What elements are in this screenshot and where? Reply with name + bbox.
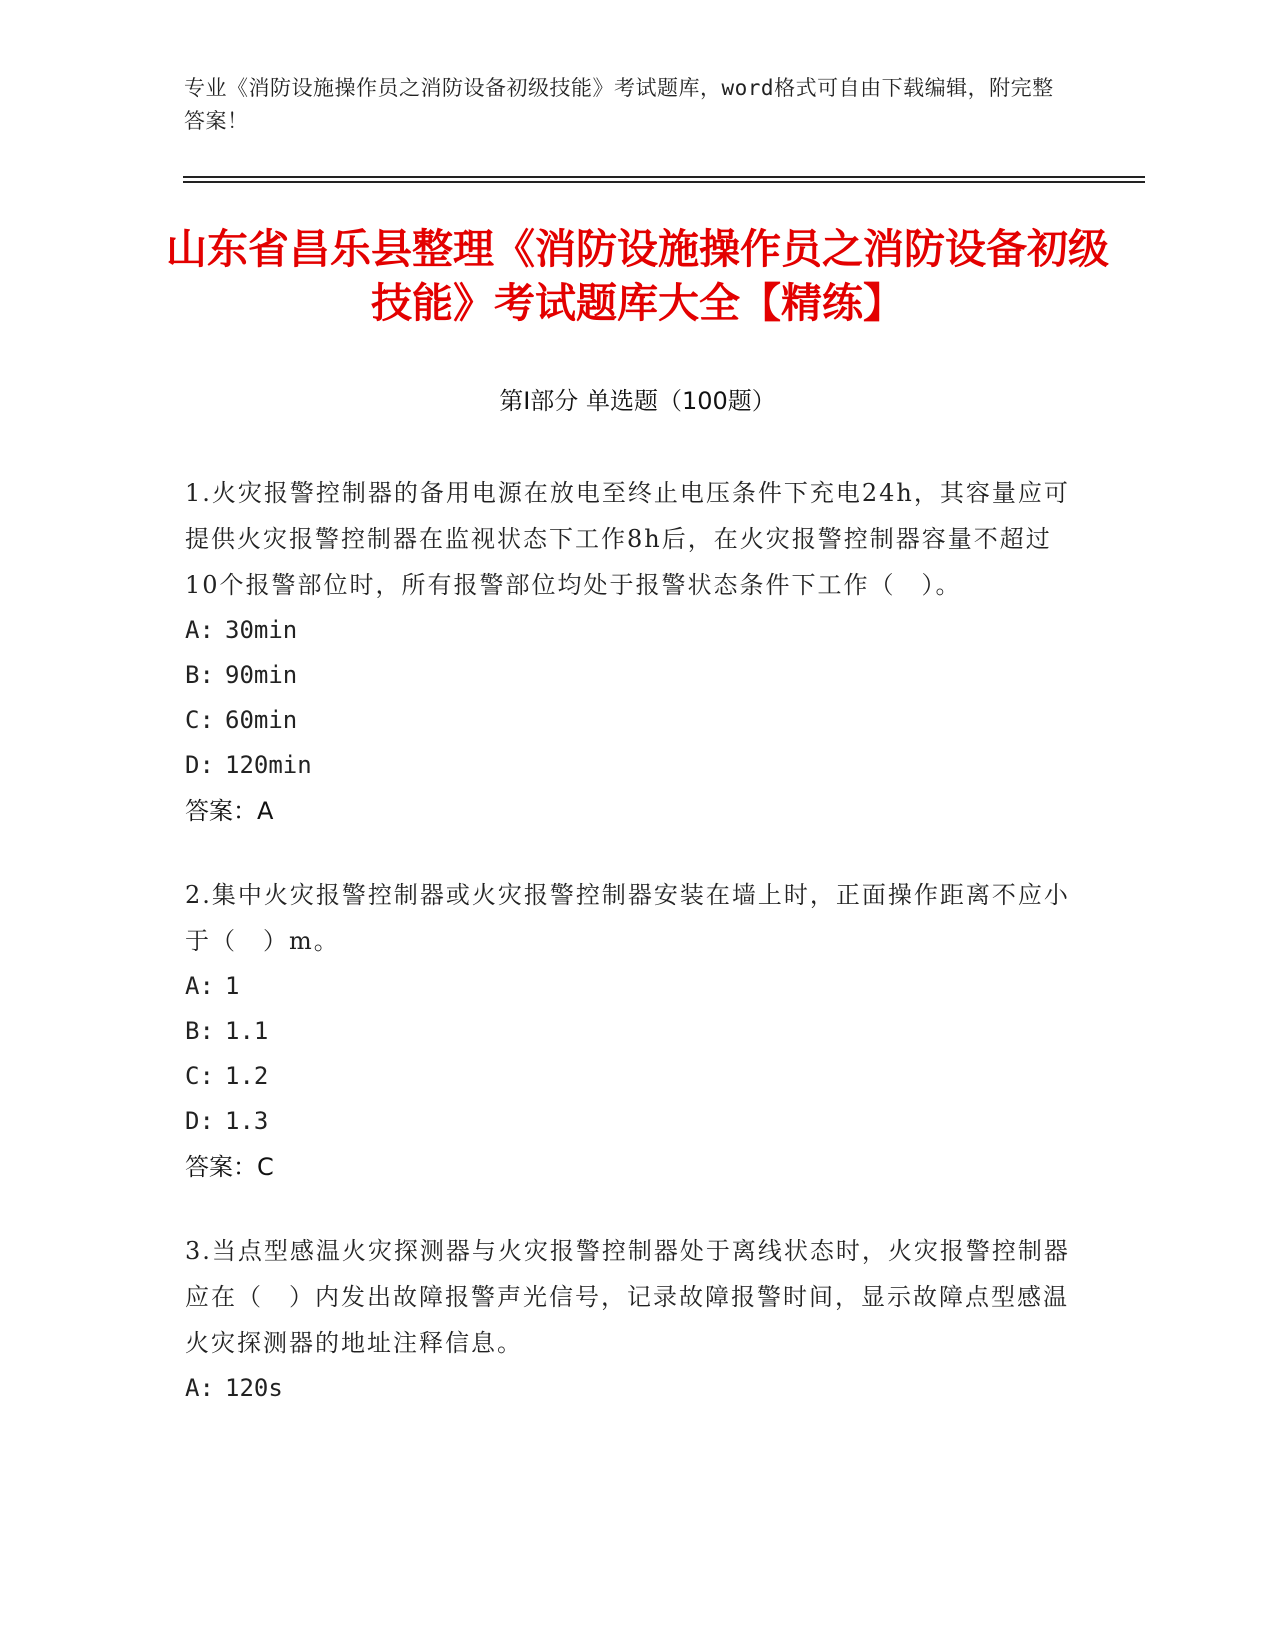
question-stem: 3.当点型感温火灾探测器与火灾报警控制器处于离线状态时，火灾报警控制器应在（ ）内发出故障报警声光信号，记录故障报警时间，显示故障点型感温火灾探测器的地址注释信息。 <box>185 1237 1070 1357</box>
option-text: 60min <box>225 706 298 734</box>
option-text: 120s <box>225 1374 283 1402</box>
option-label: B: <box>185 1017 214 1045</box>
option-label: A: <box>185 1374 214 1402</box>
header-rule-bottom <box>183 181 1145 183</box>
answer-line: 答案：C <box>185 1153 274 1181</box>
answer-line: 答案：A <box>185 797 274 825</box>
option-a <box>185 608 1080 653</box>
document-title: 山东省昌乐县整理《消防设施操作员之消防设备初级技能》考试题库大全【精练】 <box>166 225 1109 327</box>
option-label: C: <box>185 1062 214 1090</box>
option-label: D: <box>185 751 214 779</box>
option-text: 1.2 <box>225 1062 269 1090</box>
section-title: 第Ⅰ部分 单选题（100题） <box>499 387 776 415</box>
option-text: 90min <box>225 661 298 689</box>
option-text: 120min <box>225 751 312 779</box>
option-label: B: <box>185 661 214 689</box>
option-label: C: <box>185 706 214 734</box>
option-text: 1 <box>225 972 240 1000</box>
option-label: A: <box>185 972 214 1000</box>
header-rule-top <box>183 176 1145 178</box>
option-c <box>185 698 1080 743</box>
question-item <box>185 470 1080 834</box>
question-stem: 2.集中火灾报警控制器或火灾报警控制器安装在墙上时，正面操作距离不应小于（ ）m。 <box>185 881 1070 955</box>
option-label: D: <box>185 1107 214 1135</box>
option-text: 30min <box>225 616 298 644</box>
header-note: 专业《消防设施操作员之消防设备初级技能》考试题库，word格式可自由下载编辑，附完整答案！ <box>184 76 1054 133</box>
question-item <box>185 872 1080 1190</box>
option-d <box>185 743 1080 788</box>
option-b <box>185 1009 1080 1054</box>
option-c <box>185 1054 1080 1099</box>
question-list <box>185 470 1080 1449</box>
option-label: A: <box>185 616 214 644</box>
option-a <box>185 964 1080 1009</box>
question-item <box>185 1228 1080 1411</box>
option-a <box>185 1366 1080 1411</box>
question-stem: 1.火灾报警控制器的备用电源在放电至终止电压条件下充电24h，其容量应可提供火灾报警控制器在监视状态下工作8h后，在火灾报警控制器容量不超过10个报警部位时，所有报警部位均处于报警状态条件下工作（ ）。 <box>185 479 1070 599</box>
option-text: 1.3 <box>225 1107 269 1135</box>
option-d <box>185 1099 1080 1144</box>
option-b <box>185 653 1080 698</box>
option-text: 1.1 <box>225 1017 269 1045</box>
